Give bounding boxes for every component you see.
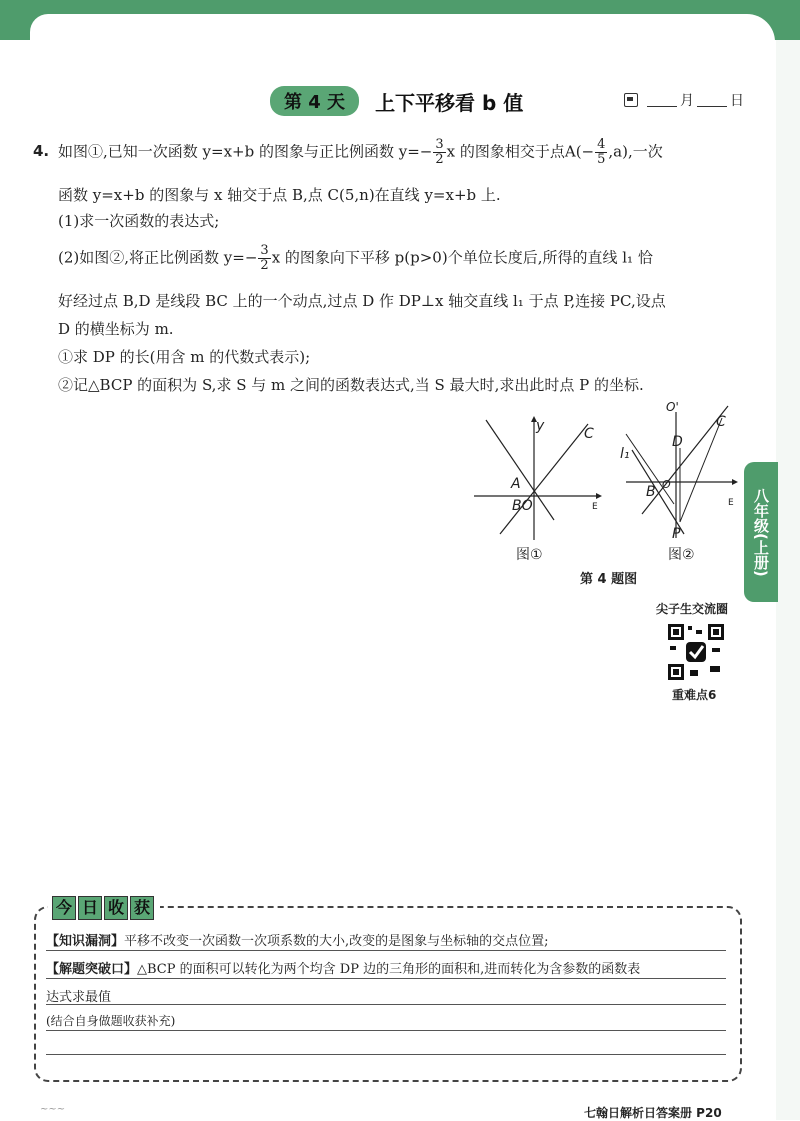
problem-line-3: (1)求一次函数的表达式; — [58, 212, 220, 230]
summary-row-3: 达式求最值 — [46, 990, 112, 1005]
problem-line-2: 函数 y=x+b 的图象与 x 轴交于点 B,点 C(5,n)在直线 y=x+b 上. — [58, 186, 501, 204]
page-header — [270, 86, 523, 116]
fig2-b-label: B — [646, 484, 656, 500]
summary-row-breakthrough — [46, 958, 640, 977]
fig2-e-label: E — [728, 498, 734, 508]
problem-line-7: ①求 DP 的长(用含 m 的代数式表示); — [58, 348, 311, 366]
knowledge-label: 【知识漏洞】 — [46, 934, 125, 949]
breakthrough-text: △BCP 的面积可以转化为两个均含 DP 边的三角形的面积和,进而转化为含参数的函数表 — [137, 962, 641, 977]
question-number: 4. — [33, 142, 50, 160]
frac-den: 2 — [435, 152, 444, 167]
rule-line — [46, 1030, 726, 1031]
summary-title-char: 收 — [104, 896, 128, 920]
frac-num: 4 — [597, 137, 606, 152]
page-top-edge — [30, 14, 775, 54]
day-label: 日 — [730, 93, 744, 109]
problem-line-1 — [58, 138, 663, 167]
month-label: 月 — [680, 93, 694, 109]
summary-title-char: 今 — [52, 896, 76, 920]
summary-row-supplement: (结合自身做题收获补充) — [46, 1014, 176, 1028]
line4-part-a: (2)如图②,将正比例函数 y=− — [58, 248, 258, 267]
fig1-c-label: C — [584, 426, 594, 442]
fraction-3-2 — [433, 138, 445, 167]
breakthrough-label: 【解题突破口】 — [46, 962, 138, 977]
frac-num: 3 — [435, 137, 444, 152]
segment-pc — [680, 418, 722, 522]
qr-title: 尖子生交流圈 — [656, 602, 729, 616]
summary-title — [48, 896, 160, 920]
fig2-c-label: C — [716, 414, 726, 430]
summary-title-char: 获 — [130, 896, 154, 920]
rule-line — [46, 1054, 726, 1055]
page-title: 上下平移看 b 值 — [375, 90, 524, 115]
x-arrow-icon — [596, 493, 602, 499]
footer-left: ~~~ — [40, 1104, 66, 1115]
problem-line-8: ②记△BCP 的面积为 S,求 S 与 m 之间的函数表达式,当 S 最大时,求出此时点 P 的坐标. — [58, 376, 644, 394]
line4-part-b: x 的图象向下平移 p(p>0)个单位长度后,所得的直线 l₁ 恰 — [271, 248, 653, 267]
x-arrow-icon — [732, 479, 738, 485]
rule-line — [46, 978, 726, 979]
problem-line-6: D 的横坐标为 m. — [58, 320, 174, 338]
fig1-e-label: E — [592, 502, 598, 512]
day-badge: 第 4 天 — [270, 86, 359, 116]
fig1-bo-label: BO — [512, 498, 533, 514]
fig2-o-label: O — [662, 478, 671, 491]
fig2-otop-label: O' — [666, 400, 679, 414]
problem-line-4 — [58, 244, 653, 273]
fraction-4-5 — [595, 138, 607, 167]
fig2-l1-label: l₁ — [620, 446, 630, 462]
date-field — [624, 90, 744, 110]
month-blank — [647, 94, 677, 107]
frac-den: 2 — [260, 258, 269, 273]
frac-num: 3 — [260, 243, 269, 258]
rule-line — [46, 1004, 726, 1005]
day-blank — [697, 94, 727, 107]
calendar-icon — [624, 93, 638, 107]
figure-caption: 第 4 题图 — [580, 572, 638, 587]
rule-line — [46, 950, 726, 951]
fig2-caption: 图② — [668, 547, 695, 563]
summary-row-knowledge — [46, 930, 549, 949]
problem-line-5: 好经过点 B,D 是线段 BC 上的一个动点,过点 D 作 DP⊥x 轴交直线 l₁ 于点 P,连接 PC,设点 — [58, 292, 666, 310]
fig2-p-label: P — [672, 526, 681, 542]
fig1-a-label: A — [511, 476, 521, 492]
line1-part-a: 如图①,已知一次函数 y=x+b 的图象与正比例函数 y=− — [58, 142, 433, 161]
right-rail — [776, 40, 800, 1120]
knowledge-text: 平移不改变一次函数一次项系数的大小,改变的是图象与坐标轴的交点位置; — [124, 934, 549, 949]
footer-page-label: 七翰日解析日答案册 P20 — [584, 1106, 722, 1120]
line1-part-c: ,a),一次 — [608, 142, 663, 161]
fig2-d-label: D — [672, 434, 683, 450]
fig1-y-label: y — [536, 418, 545, 434]
line1-part-b: x 的图象相交于点A(− — [446, 142, 595, 161]
qr-code-icon[interactable] — [666, 622, 726, 682]
qr-caption: 重难点6 — [672, 688, 717, 702]
frac-den: 5 — [597, 152, 606, 167]
summary-title-char: 日 — [78, 896, 102, 920]
fraction-3-2 — [258, 244, 270, 273]
grade-side-tab: 八年级(上册) — [744, 462, 778, 602]
fig1-caption: 图① — [516, 547, 543, 563]
